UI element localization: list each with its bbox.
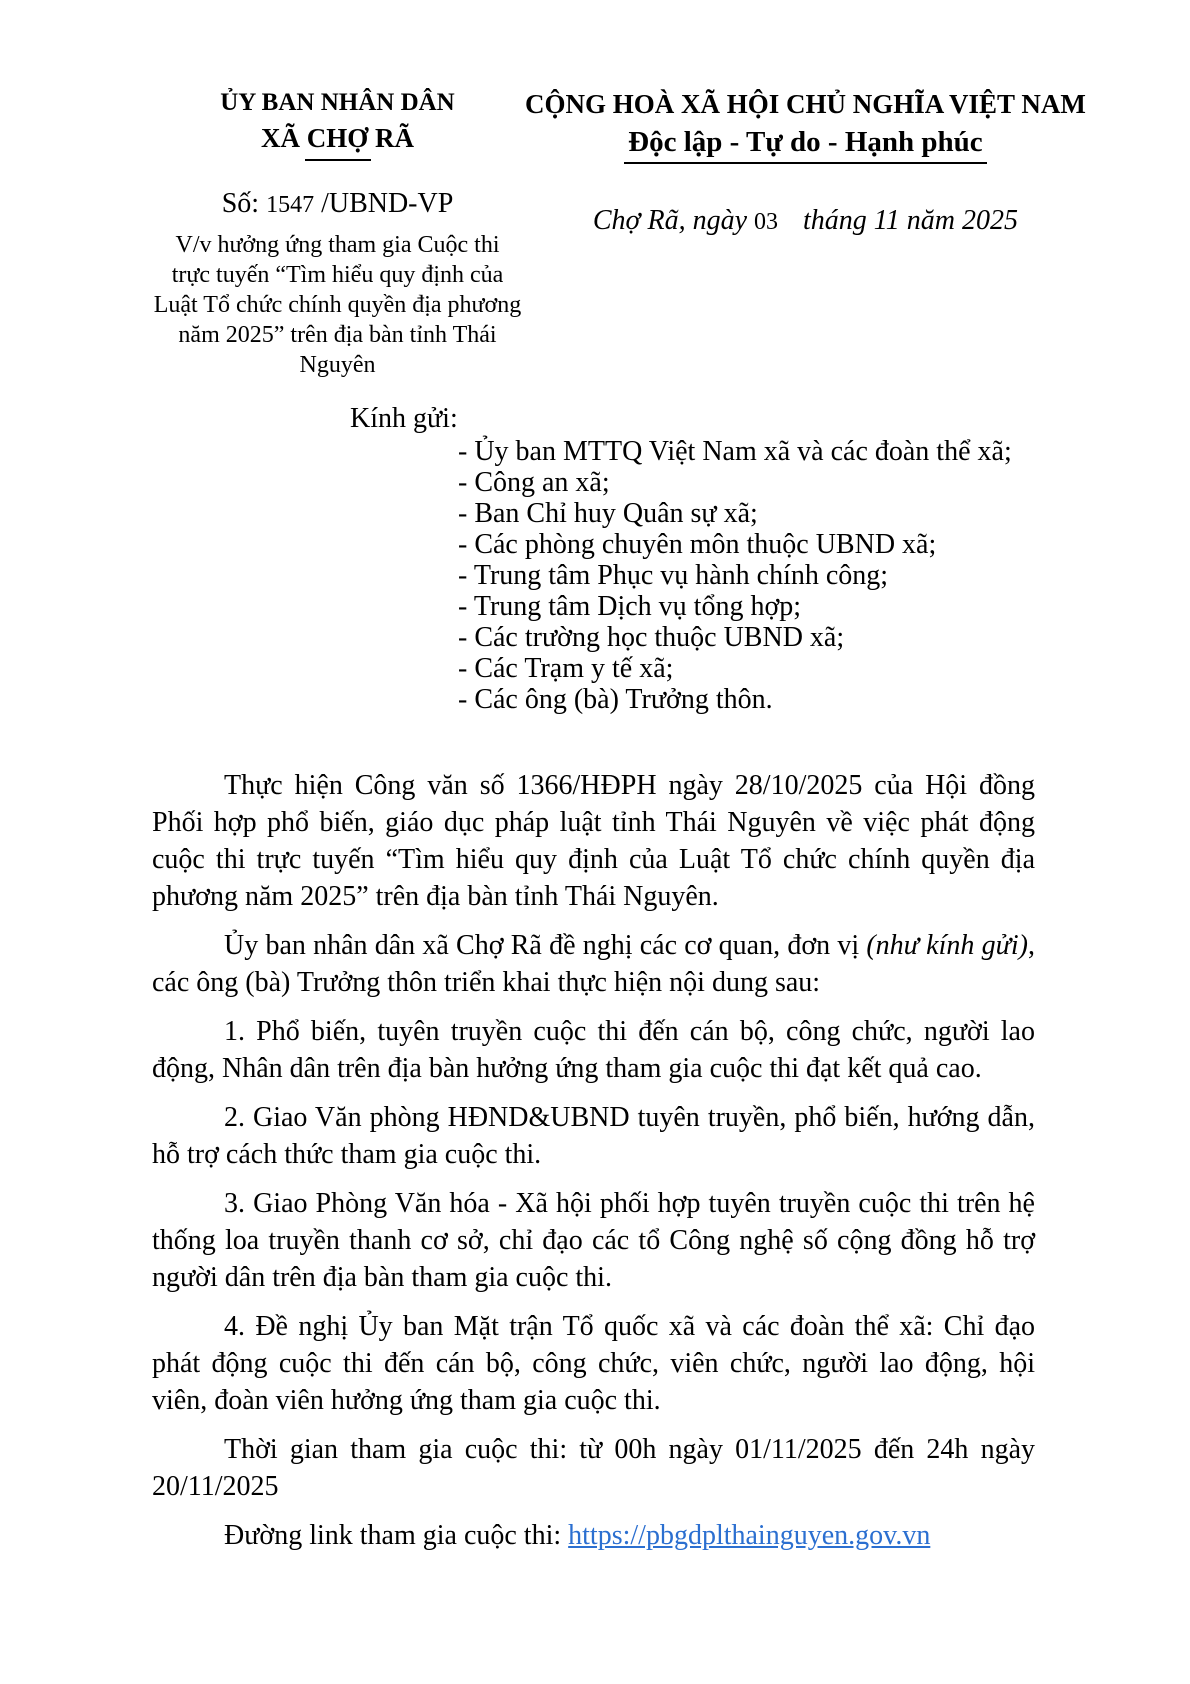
paragraph-item-3: 3. Giao Phòng Văn hóa - Xã hội phối hợp tuyên truyền cuộc thi trên hệ thống loa truyền thanh cơ sở, chỉ đạo các tổ Công nghệ số cộng đồng hỗ trợ người dân trên địa bàn tham gia cuộc thi. [152,1188,1035,1293]
recipient-item: - Trung tâm Phục vụ hành chính công; [458,560,889,591]
issuer-underline-divider [305,159,371,161]
dateline [525,204,1086,239]
issuer-block [150,88,525,380]
recipient-item: - Công an xã; [458,467,610,498]
document-subject: V/v hưởng ứng tham gia Cuộc thi trực tuyến “Tìm hiểu quy định của Luật Tổ chức chính quyền địa phương năm 2025” trên địa bàn tỉnh Thái Nguyên [153,232,522,378]
document-number [150,187,525,222]
national-motto-block [525,88,1086,380]
issuer-name-line1: ỦY BAN NHÂN DÂN [220,89,455,116]
contest-link-label: Đường link tham gia cuộc thi: [224,1520,562,1551]
paragraph-request-pre: Ủy ban nhân dân xã Chợ Rã đề nghị các cơ quan, đơn vị [224,930,867,961]
document-header [0,88,1190,380]
paragraph-request-post: , các ông (bà) Trưởng thôn triển khai thực hiện nội dung sau: [152,930,1035,998]
paragraph-time: Thời gian tham gia cuộc thi: từ 00h ngày 01/11/2025 đến 24h ngày 20/11/2025 [152,1434,1035,1502]
salutation: Kính gửi: [350,403,458,434]
document-body [152,767,1035,1554]
national-motto: Độc lập - Tự do - Hạnh phúc [624,125,987,164]
dateline-rest: tháng 11 năm 2025 [803,205,1018,236]
recipient-item: - Ban Chỉ huy Quân sự xã; [458,498,758,529]
paragraph-request-italic: (như kính gửi) [866,930,1028,961]
recipient-item: - Các ông (bà) Trưởng thôn. [458,684,773,715]
paragraph-intro: Thực hiện Công văn số 1366/HĐPH ngày 28/10/2025 của Hội đồng Phối hợp phổ biến, giáo dục pháp luật tỉnh Thái Nguyên về việc phát động cuộc thi trực tuyến “Tìm hiểu quy định của Luật Tổ chức chính quyền địa phương năm 2025” trên địa bàn tỉnh Thái Nguyên. [152,770,1035,912]
recipient-item: - Ủy ban MTTQ Việt Nam xã và các đoàn thể xã; [458,436,1012,467]
paragraph-item-1: 1. Phổ biến, tuyên truyền cuộc thi đến cán bộ, công chức, người lao động, Nhân dân trên địa bàn hưởng ứng tham gia cuộc thi đạt kết quả cao. [152,1016,1035,1084]
paragraph-item-4: 4. Đề nghị Ủy ban Mặt trận Tổ quốc xã và các đoàn thể xã: Chỉ đạo phát động cuộc thi đến cán bộ, công chức, viên chức, người lao động, hội viên, đoàn viên hưởng ứng tham gia cuộc thi. [152,1311,1035,1416]
document-number-suffix: /UBND-VP [321,188,454,219]
document-number-value: 1547 [266,192,315,218]
recipient-item: - Các phòng chuyên môn thuộc UBND xã; [458,529,937,560]
paragraph-request [152,927,1035,1001]
recipient-item: - Các Trạm y tế xã; [458,653,674,684]
recipients-list [458,436,1190,715]
contest-link[interactable]: https://pbgdplthainguyen.gov.vn [568,1520,931,1551]
document-number-prefix: Số: [221,188,260,219]
paragraph-item-2: 2. Giao Văn phòng HĐND&UBND tuyên truyền, phổ biến, hướng dẫn, hỗ trợ cách thức tham gia cuộc thi. [152,1102,1035,1170]
issuer-name-line2: XÃ CHỢ RÃ [261,123,414,153]
national-title: CỘNG HOÀ XÃ HỘI CHỦ NGHĨA VIỆT NAM [525,89,1086,119]
recipient-item: - Các trường học thuộc UBND xã; [458,622,845,653]
recipient-item: - Trung tâm Dịch vụ tổng hợp; [458,591,802,622]
dateline-place: Chợ Rã, ngày [592,205,748,236]
dateline-day: 03 [754,209,779,235]
paragraph-link [152,1517,1035,1554]
